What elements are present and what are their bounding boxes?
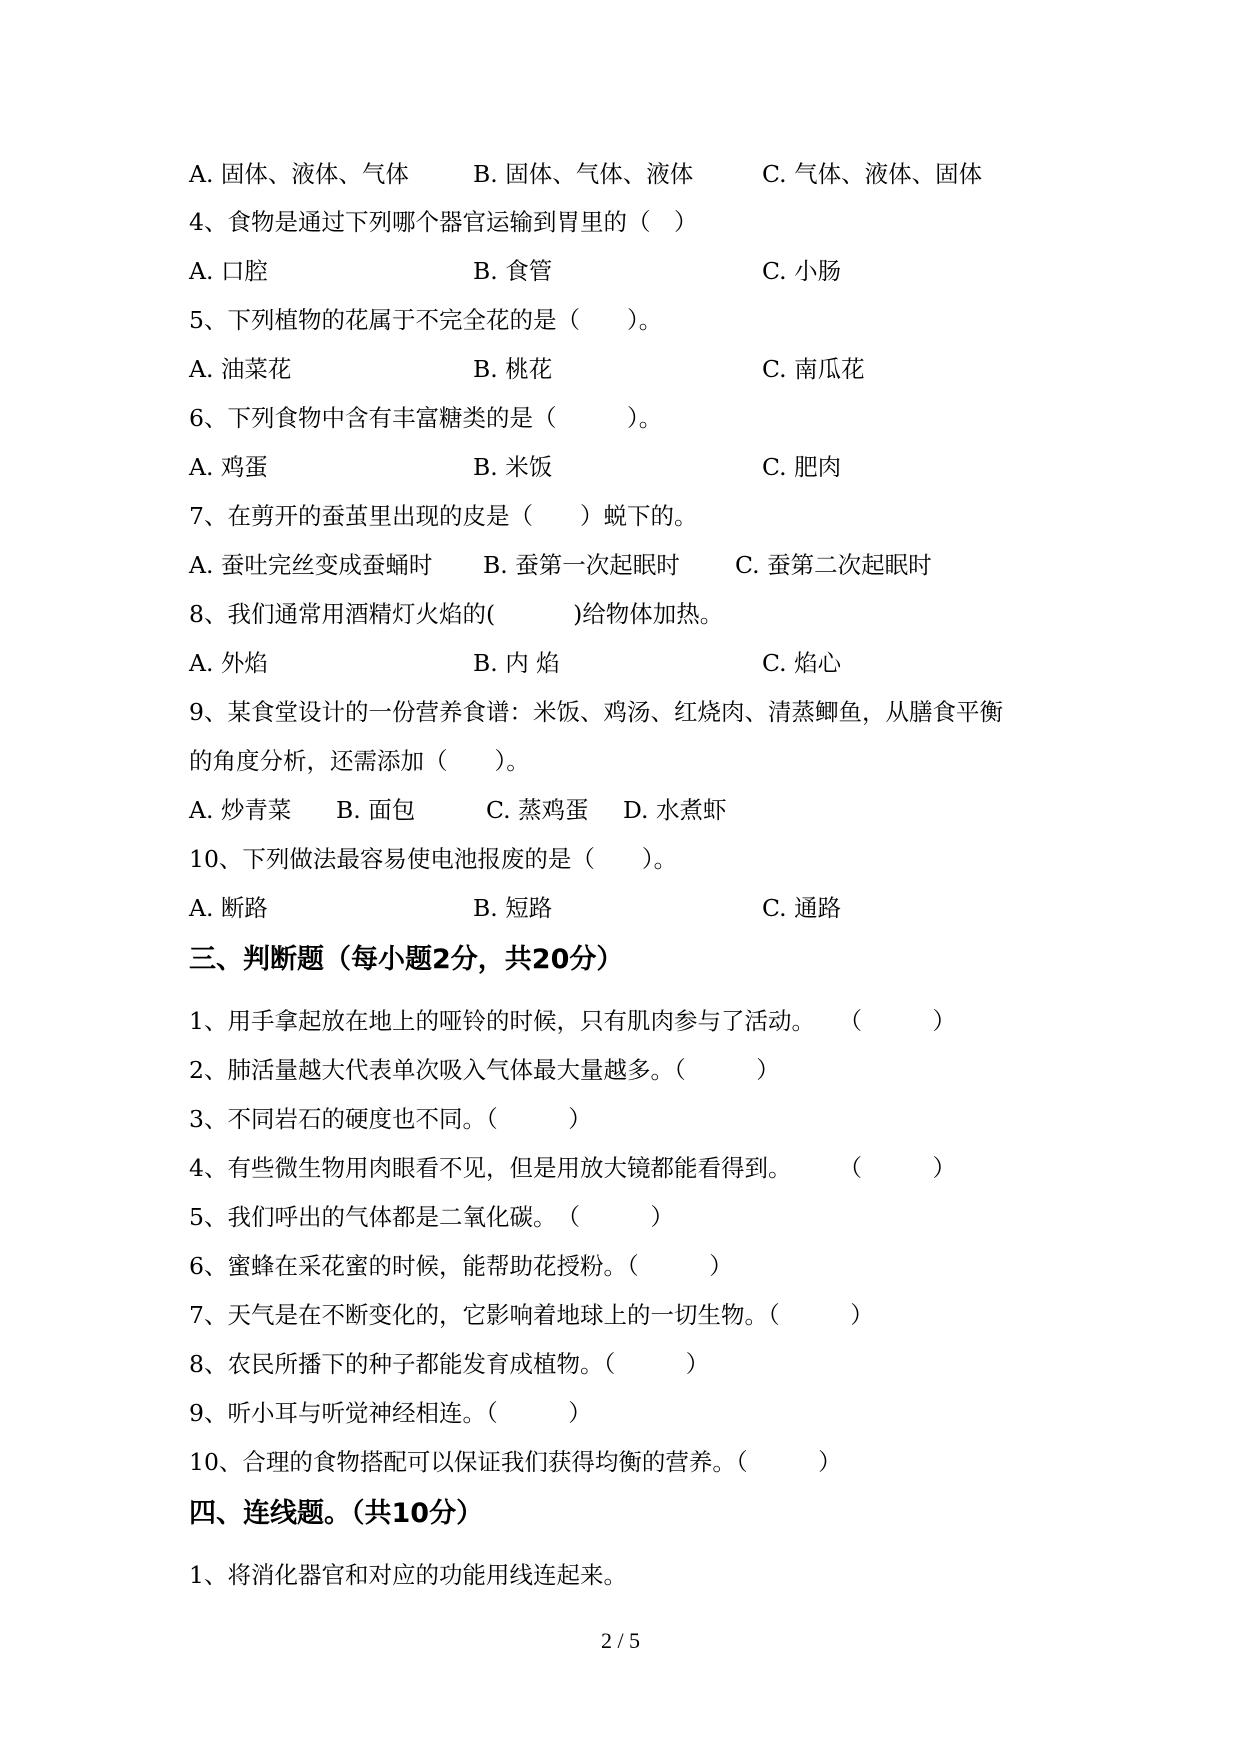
q10-option-c: C. 通路 [762, 894, 842, 922]
q10-text: 10、下列做法最容易使电池报废的是（ ）。 [189, 845, 678, 873]
judge-item-2: 2、肺活量越大代表单次吸入气体最大量越多。（ ） [189, 1056, 780, 1084]
judge-item-4: 4、有些微生物用肉眼看不见，但是用放大镜都能看得到。 （ ） [189, 1154, 956, 1182]
judge-item-6: 6、蜜蜂在采花蜜的时候，能帮助花授粉。（ ） [189, 1252, 733, 1280]
judge-item-10: 10、合理的食物搭配可以保证我们获得均衡的营养。（ ） [189, 1448, 842, 1476]
q8-option-a: A. 外焰 [189, 649, 268, 677]
section-judge-heading: 三、判断题（每小题2分，共20分） [189, 944, 624, 975]
q8-text: 8、我们通常用酒精灯火焰的( )给物体加热。 [189, 600, 724, 628]
q4-option-a: A. 口腔 [189, 257, 268, 285]
q9-text-line2: 的角度分析，还需添加（ ）。 [189, 747, 530, 775]
q6-option-b: B. 米饭 [473, 453, 553, 481]
judge-item-8: 8、农民所播下的种子都能发育成植物。（ ） [189, 1350, 710, 1378]
q9-text-line1: 9、某食堂设计的一份营养食谱：米饭、鸡汤、红烧肉、清蒸鲫鱼，从膳食平衡 [189, 698, 1003, 726]
q5-option-a: A. 油菜花 [189, 355, 292, 383]
q7-text: 7、在剪开的蚕茧里出现的皮是（ ）蜕下的。 [189, 502, 698, 530]
q8-option-b: B. 内 焰 [473, 649, 560, 677]
q4-text: 4、食物是通过下列哪个器官运输到胃里的（ ） [189, 208, 698, 236]
q9-option-d: D. 水煮虾 [623, 796, 727, 824]
q6-option-a: A. 鸡蛋 [189, 453, 268, 481]
judge-item-1: 1、用手拿起放在地上的哑铃的时候，只有肌肉参与了活动。 （ ） [189, 1007, 956, 1035]
q7-option-a: A. 蚕吐完丝变成蚕蛹时 [189, 551, 433, 579]
q7-option-b: B. 蚕第一次起眠时 [483, 551, 680, 579]
judge-item-5: 5、我们呼出的气体都是二氧化碳。 （ ） [189, 1203, 674, 1231]
q3-option-c: C. 气体、液体、固体 [762, 160, 983, 188]
q5-text: 5、下列植物的花属于不完全花的是（ ）。 [189, 306, 663, 334]
q9-option-b: B. 面包 [336, 796, 416, 824]
match-q1-text: 1、将消化器官和对应的功能用线连起来。 [189, 1561, 627, 1589]
page-number: 2 / 5 [600, 1628, 641, 1653]
q9-option-c: C. 蒸鸡蛋 [486, 796, 589, 824]
q3-option-b: B. 固体、气体、液体 [473, 160, 694, 188]
q6-option-c: C. 肥肉 [762, 453, 842, 481]
q4-option-c: C. 小肠 [762, 257, 842, 285]
q3-option-a: A. 固体、液体、气体 [189, 160, 409, 188]
section-match-heading: 四、连线题。（共10分） [189, 1498, 484, 1529]
judge-item-9: 9、听小耳与听觉神经相连。（ ） [189, 1399, 592, 1427]
q5-option-c: C. 南瓜花 [762, 355, 865, 383]
q4-option-b: B. 食管 [473, 257, 553, 285]
q8-option-c: C. 焰心 [762, 649, 842, 677]
q6-text: 6、下列食物中含有丰富糖类的是（ ）。 [189, 404, 663, 432]
q7-option-c: C. 蚕第二次起眠时 [735, 551, 932, 579]
judge-item-7: 7、天气是在不断变化的，它影响着地球上的一切生物。（ ） [189, 1301, 874, 1329]
q5-option-b: B. 桃花 [473, 355, 553, 383]
q10-option-a: A. 断路 [189, 894, 268, 922]
judge-item-3: 3、不同岩石的硬度也不同。（ ） [189, 1105, 592, 1133]
q9-option-a: A. 炒青菜 [189, 796, 292, 824]
q10-option-b: B. 短路 [473, 894, 553, 922]
